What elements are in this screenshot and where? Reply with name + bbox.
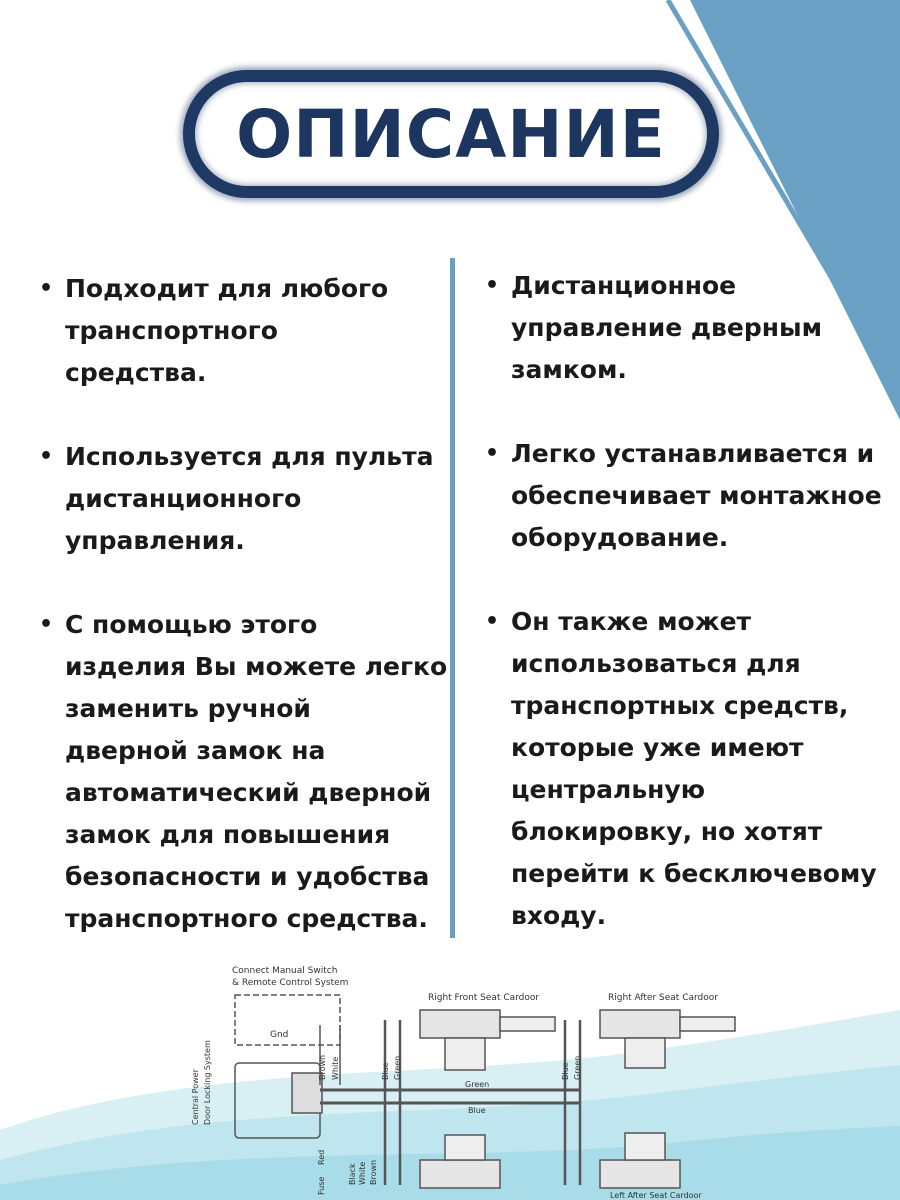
wire-label-black: Black (348, 1163, 357, 1185)
bullet-text: Дистанционное управление дверным замком. (511, 271, 823, 384)
bullet-text: С помощью этого изделия Вы можете легко заменить ручной дверной замок на автоматический дверной замок для повышения безопасности и удобства транспортного средства. (65, 610, 448, 933)
actuator-after-right-rod (680, 1017, 735, 1031)
title-badge (183, 70, 719, 198)
wire-label-blue-2: Blue (561, 1062, 570, 1080)
left-bullet-3 (39, 604, 448, 940)
actuator-after-right-base (625, 1038, 665, 1068)
wire-label-green-1: Green (393, 1055, 402, 1080)
wire-label-brown-2: Brown (369, 1159, 378, 1185)
switch-label-1: Connect Manual Switch (232, 966, 338, 976)
actuator-front-left (420, 1160, 500, 1188)
left-bullet-1 (39, 268, 389, 394)
actuator-after-right (600, 1010, 680, 1038)
page-title: ОПИСАНИЕ (236, 95, 666, 173)
column-divider (450, 258, 455, 938)
wire-label-blue-1: Blue (381, 1062, 390, 1080)
actuator-front-right-base (445, 1038, 485, 1070)
wire-label-brown: Brown (318, 1054, 327, 1080)
right-bullet-1 (485, 265, 823, 391)
right-after-label: Right After Seat Cardoor (608, 993, 718, 1003)
wire-label-fuse: Fuse (317, 1176, 326, 1195)
bullet-dot-icon: • (39, 276, 54, 301)
bullet-text: Используется для пульта дистанционного управления. (65, 442, 434, 555)
bullet-dot-icon: • (39, 444, 54, 469)
bullet-dot-icon: • (485, 441, 500, 466)
gnd-label: Gnd (270, 1030, 289, 1040)
bottom-label: Left After Seat Cardoor (610, 1191, 702, 1200)
wire-label-red: Red (317, 1149, 326, 1165)
left-bullet-2 (39, 436, 434, 562)
wire-label-green-2: Green (573, 1055, 582, 1080)
central-label-2: Door Locking System (203, 1040, 212, 1125)
bullet-dot-icon: • (39, 612, 54, 637)
bullet-text: Легко устанавливается и обеспечивает монтажное оборудование. (511, 439, 882, 552)
bullet-text: Он также может использоваться для транспортных средств, которые уже имеют центральную блокировку, но хотят перейти к бесключевому входу. (511, 607, 877, 930)
actuator-front-right (420, 1010, 500, 1038)
wiring-diagram (180, 955, 760, 1200)
central-label-1: Central Power (191, 1069, 200, 1125)
actuator-after-left-base (625, 1133, 665, 1160)
right-front-label: Right Front Seat Cardoor (428, 993, 540, 1003)
bullet-text: Подходит для любого транспортного средства. (65, 274, 389, 387)
wire-label-blue-main: Blue (468, 1106, 486, 1115)
actuator-after-left (600, 1160, 680, 1188)
switch-label-2: & Remote Control System (232, 978, 349, 988)
actuator-front-right-rod (500, 1017, 555, 1031)
actuator-front-left-base (445, 1135, 485, 1160)
wire-label-green-main: Green (465, 1080, 490, 1089)
wire-label-white-2: White (358, 1161, 367, 1185)
right-bullet-2 (485, 433, 882, 559)
right-bullet-3 (485, 601, 877, 937)
wire-label-white: White (331, 1056, 340, 1080)
bullet-dot-icon: • (485, 609, 500, 634)
bullet-dot-icon: • (485, 273, 500, 298)
